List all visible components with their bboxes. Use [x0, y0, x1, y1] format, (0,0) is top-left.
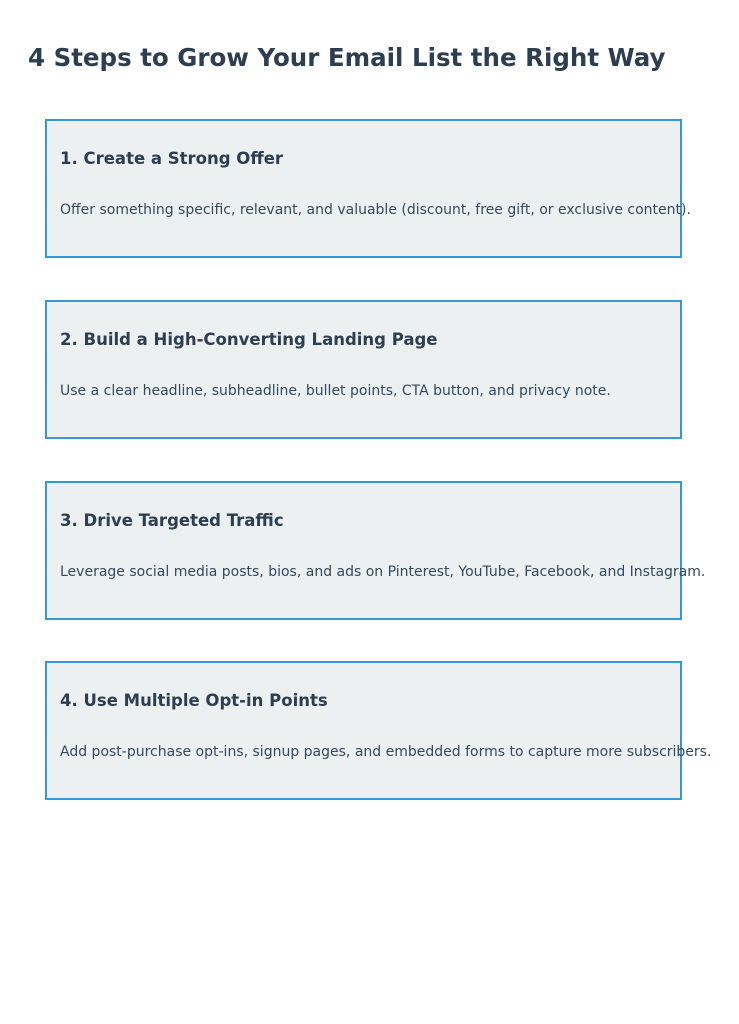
step-heading: 1. Create a Strong Offer: [60, 149, 284, 168]
page-title: 4 Steps to Grow Your Email List the Right Way: [28, 43, 666, 72]
step-heading: 2. Build a High-Converting Landing Page: [60, 330, 438, 349]
step-card-targeted-traffic: [45, 481, 706, 620]
step-description: Leverage social media posts, bios, and ads on Pinterest, YouTube, Facebook, and Instagram.: [60, 564, 706, 580]
step-heading: 4. Use Multiple Opt-in Points: [60, 691, 328, 710]
step-description: Add post-purchase opt-ins, signup pages, and embedded forms to capture more subscribers.: [60, 744, 712, 760]
step-description: Use a clear headline, subheadline, bullet points, CTA button, and privacy note.: [60, 383, 611, 399]
step-card-create-offer: [45, 119, 691, 258]
step-description: Offer something specific, relevant, and valuable (discount, free gift, or exclusive content).: [60, 202, 691, 218]
step-card-opt-in-points: [45, 661, 712, 800]
step-card-landing-page: [45, 300, 682, 439]
step-heading: 3. Drive Targeted Traffic: [60, 511, 284, 530]
